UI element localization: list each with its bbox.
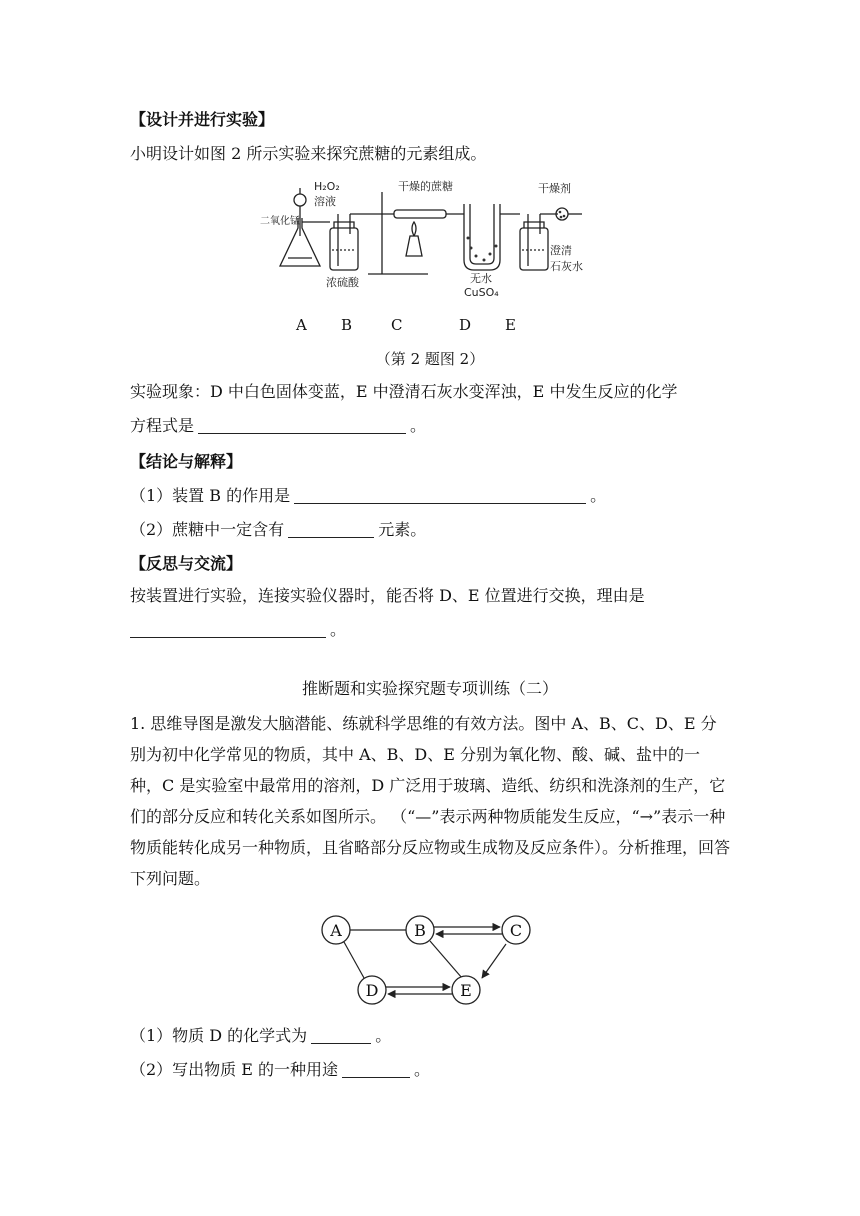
reflection-text: 按装置进行实验，连接实验仪器时，能否将 D、E 位置进行交换，理由是 <box>130 586 645 605</box>
mindmap-q2 <box>130 1058 430 1082</box>
label-mno2: 二氧化锰 <box>260 216 300 227</box>
heading-reflection: 【反思与交流】 <box>130 554 243 573</box>
letter-e: E <box>505 316 516 334</box>
mindmap-q1 <box>130 1024 391 1048</box>
letter-b: B <box>341 316 353 334</box>
equation-prompt: 方程式是 <box>130 416 195 435</box>
reflection-end: 。 <box>330 620 347 639</box>
node-e-label: E <box>460 981 472 1000</box>
edge-b-e <box>430 941 462 978</box>
mindmap-diagram <box>318 910 540 1010</box>
intro-text: 小明设计如图 2 所示实验来探究蔗糖的元素组成。 <box>130 144 487 163</box>
reflection-blank[interactable] <box>130 619 326 638</box>
conclusion-q2 <box>130 518 426 542</box>
mindmap-q1-text: （1）物质 D 的化学式为 <box>130 1026 308 1045</box>
figure-caption: （第 2 题图 2） <box>375 350 485 368</box>
label-desiccant: 干燥剂 <box>538 182 571 195</box>
q1-blank[interactable] <box>294 485 586 504</box>
letter-d: D <box>459 316 472 334</box>
heading-design-experiment: 【设计并进行实验】 <box>130 110 275 129</box>
apparatus-figure <box>258 178 598 302</box>
label-cuso4: CuSO₄ <box>464 286 499 299</box>
letter-c: C <box>391 316 403 334</box>
edge-c-to-e <box>482 944 506 978</box>
edge-a-d <box>344 942 364 978</box>
q2-suffix: 元素。 <box>378 520 427 539</box>
mindmap-q1-blank[interactable] <box>311 1025 371 1044</box>
equation-line <box>130 414 426 438</box>
label-anhydrous: 无水 <box>470 272 492 285</box>
phenomenon-text: 实验现象：D 中白色固体变蓝，E 中澄清石灰水变浑浊，E 中发生反应的化学 <box>130 382 678 401</box>
node-a-label: A <box>330 921 342 940</box>
conclusion-q1 <box>130 484 606 508</box>
exercise-title: 推断题和实验探究题专项训练（二） <box>301 679 558 698</box>
node-b-label: B <box>414 921 426 940</box>
node-c-label: C <box>509 921 523 940</box>
label-h2o2: H₂O₂ <box>314 180 340 193</box>
label-acid: 浓硫酸 <box>326 276 359 289</box>
q1-end: 。 <box>590 486 607 505</box>
mindmap-q2-blank[interactable] <box>342 1059 410 1078</box>
equation-blank[interactable] <box>198 415 406 434</box>
mindmap-q2-text: （2）写出物质 E 的一种用途 <box>130 1060 339 1079</box>
letter-a: A <box>296 316 307 334</box>
q1-text: （1）装置 B 的作用是 <box>130 486 291 505</box>
node-d-label: D <box>365 981 379 1000</box>
question-paragraph: 1. 思维导图是激发大脑潜能、练就科学思维的有效方法。图中 A、B、C、D、E 分别为初中化学常见的物质，其中 A、B、D、E 分别为氧化物、酸、碱、盐中的一种，C 是实验室中最常用的溶剂，D 广泛用于玻璃、造纸、纺织和洗涤剂的生产，它们的部分反应和转化关系如图所示。 （“—”表示两种物质能发生反应，“→”表示一种物质能转化成另一种物质，且省略部分反应物或生成物及反应条件）。分析推理，回答下列问题。 <box>130 714 731 888</box>
label-limewater-1: 澄清 <box>550 244 572 257</box>
q2-text: （2）蔗糖中一定含有 <box>130 520 285 539</box>
equation-end: 。 <box>410 416 427 435</box>
heading-conclusion: 【结论与解释】 <box>130 452 243 471</box>
reflection-answer-line <box>130 618 346 642</box>
label-solution: 溶液 <box>314 195 336 208</box>
mindmap-q1-end: 。 <box>375 1026 392 1045</box>
mindmap-q2-end: 。 <box>414 1060 431 1079</box>
label-limewater-2: 石灰水 <box>550 260 583 273</box>
label-sucrose: 干燥的蔗糖 <box>398 180 453 193</box>
q2-blank[interactable] <box>288 519 374 538</box>
